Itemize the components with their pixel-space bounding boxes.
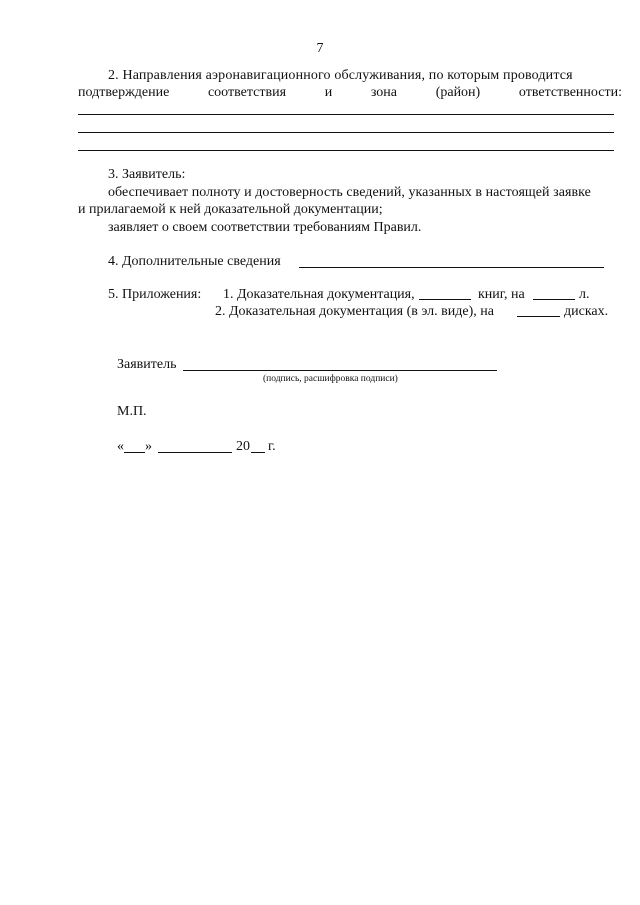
section-4-label: 4. Дополнительные сведения xyxy=(108,254,281,269)
word-2: соответствия xyxy=(207,85,287,100)
year-line xyxy=(251,452,265,453)
fill-line-1 xyxy=(78,114,614,115)
sheets-count-line xyxy=(533,299,575,300)
section-2-line-1: 2. Направления аэронавигационного обслуживания, по которым проводится xyxy=(108,68,573,83)
section-5-item-1-a: 1. Доказательная документация, xyxy=(223,287,415,302)
applicant-label: Заявитель xyxy=(117,357,177,372)
section-2-line-2 xyxy=(78,84,622,101)
date-open-quote: « xyxy=(117,439,124,454)
signature-caption: (подпись, расшифровка подписи) xyxy=(263,374,398,384)
word-3: и xyxy=(324,85,333,100)
fill-line-2 xyxy=(78,132,614,133)
books-count-line xyxy=(419,299,471,300)
section-5-item-1-c: л. xyxy=(579,287,590,302)
page-number: 7 xyxy=(316,41,324,56)
section-5-item-2-b: дисках. xyxy=(564,304,609,319)
word-4: зона xyxy=(370,85,398,100)
section-3-p1-line-1: обеспечивает полноту и достоверность сведений, указанных в настоящей заявке xyxy=(108,185,591,200)
year-suffix: г. xyxy=(268,439,276,454)
month-line xyxy=(158,452,232,453)
section-5-item-1-b: книг, на xyxy=(478,287,525,302)
year-prefix: 20 xyxy=(236,439,250,454)
section-3-p2: заявляет о своем соответствии требованиям Правил. xyxy=(108,220,422,235)
section-3-title: 3. Заявитель: xyxy=(108,167,186,182)
signature-line xyxy=(183,370,497,371)
date-close-quote: » xyxy=(145,439,152,454)
section-5-label: 5. Приложения: xyxy=(108,287,202,302)
fill-line-3 xyxy=(78,150,614,151)
section-5-item-2-a: 2. Доказательная документация (в эл. виде), на xyxy=(215,304,494,319)
stamp-label: М.П. xyxy=(117,404,147,419)
word-1: подтверждение xyxy=(78,85,170,100)
word-6: ответственности: xyxy=(518,85,622,100)
disks-count-line xyxy=(517,316,560,317)
day-line xyxy=(124,452,145,453)
additional-info-line xyxy=(299,267,604,268)
word-5: (район) xyxy=(435,85,481,100)
section-3-p1-line-2: и прилагаемой к ней доказательной документации; xyxy=(78,202,383,217)
